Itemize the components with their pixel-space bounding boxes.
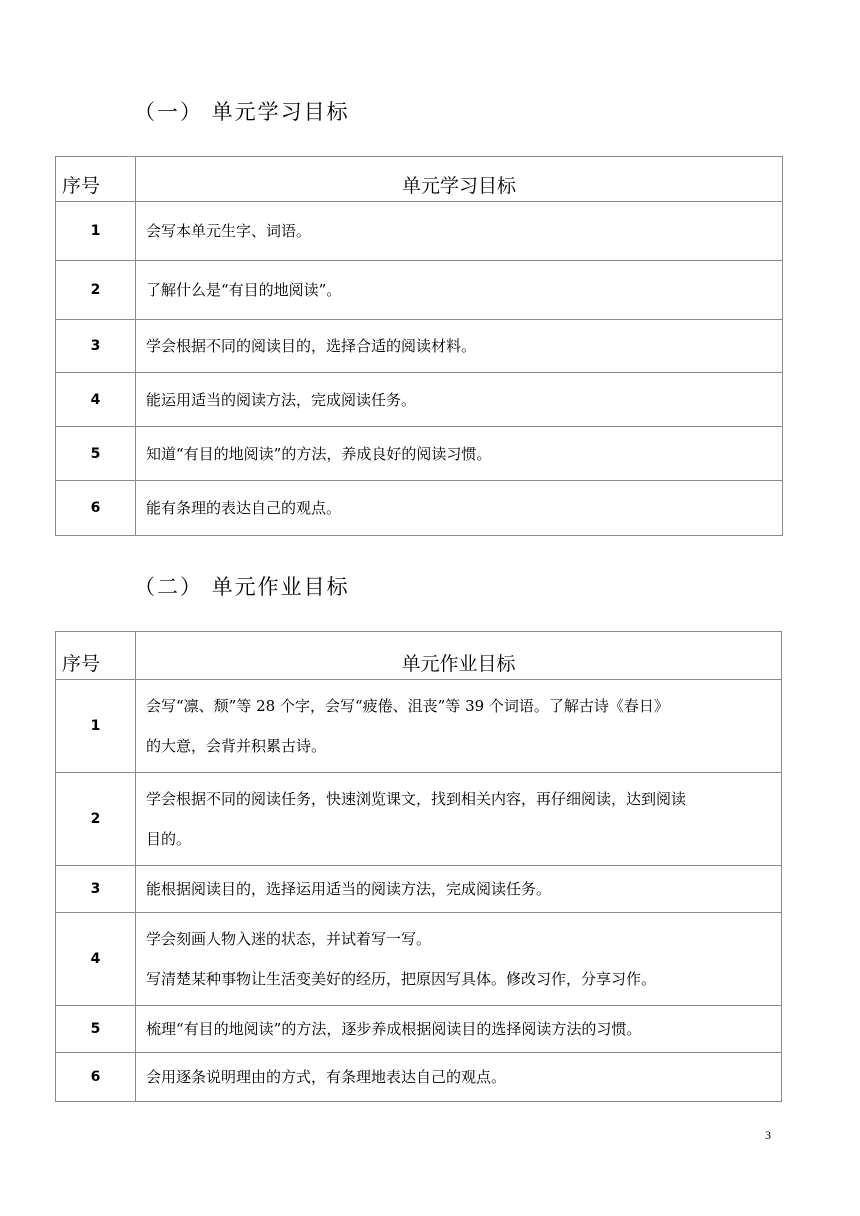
goal-line: 学会刻画人物入迷的状态，并试着写一写。 <box>146 930 432 948</box>
row-number: 3 <box>56 320 136 373</box>
row-number: 2 <box>56 261 136 320</box>
row-goal-text <box>136 680 782 773</box>
col-header-index: 序号 <box>56 157 136 202</box>
goal-line: 梳理“有目的地阅读”的方法，逐步养成根据阅读目的选择阅读方法的习惯。 <box>146 1020 642 1038</box>
goal-line: 目的。 <box>146 830 192 848</box>
goal-line: 能运用适当的阅读方法，完成阅读任务。 <box>146 390 417 409</box>
col-header-goal: 单元作业目标 <box>136 632 782 680</box>
row-goal-text <box>136 373 783 427</box>
row-number: 2 <box>56 773 136 866</box>
table-row <box>56 202 783 261</box>
row-number: 6 <box>56 481 136 536</box>
table-row <box>56 373 783 427</box>
table-row <box>56 866 782 913</box>
page-number: 3 <box>765 1128 771 1142</box>
goal-line: 学会根据不同的阅读目的，选择合适的阅读材料。 <box>146 337 477 355</box>
goal-line: 能有条理的表达自己的观点。 <box>146 499 342 517</box>
row-goal-text <box>136 773 782 866</box>
goal-line: 会写本单元生字、词语。 <box>146 222 312 240</box>
row-goal-text <box>136 913 782 1006</box>
row-goal-text <box>136 481 783 536</box>
goal-line: 学会根据不同的阅读任务，快速浏览课文，找到相关内容，再仔细阅读，达到阅读 <box>146 790 687 808</box>
row-number: 5 <box>56 427 136 481</box>
table-row <box>56 261 783 320</box>
goal-line: 会写“凛、颓”等 28 个字，会写“疲倦、沮丧”等 39 个词语。了解古诗《春日》 <box>146 697 669 715</box>
row-number: 4 <box>56 913 136 1006</box>
table-row <box>56 481 783 536</box>
row-number: 3 <box>56 866 136 913</box>
table-row <box>56 773 782 866</box>
row-goal-text <box>136 1006 782 1053</box>
col-header-goal: 单元学习目标 <box>136 157 783 202</box>
row-goal-text <box>136 202 783 261</box>
row-goal-text <box>136 866 782 913</box>
row-goal-text <box>136 320 783 373</box>
goal-line: 写清楚某种事物让生活变美好的经历，把原因写具体。修改习作，分享习作。 <box>146 970 657 988</box>
row-goal-text <box>136 261 783 320</box>
goal-line: 会用逐条说明理由的方式，有条理地表达自己的观点。 <box>146 1068 507 1086</box>
col-header-index: 序号 <box>56 632 136 680</box>
goal-line: 能根据阅读目的，选择运用适当的阅读方法，完成阅读任务。 <box>146 880 552 898</box>
table-row <box>56 1053 782 1102</box>
section1-heading: （一） 单元学习目标 <box>134 100 350 124</box>
row-goal-text <box>136 1053 782 1102</box>
row-number: 4 <box>56 373 136 427</box>
table-header-row <box>56 157 783 202</box>
homework-goals-table <box>55 631 782 1102</box>
table-row <box>56 680 782 773</box>
table-row <box>56 320 783 373</box>
row-number: 1 <box>56 202 136 261</box>
section2-heading: （二） 单元作业目标 <box>134 575 350 599</box>
table-row <box>56 1006 782 1053</box>
table-header-row <box>56 632 782 680</box>
learning-goals-table <box>55 156 783 536</box>
table-row <box>56 427 783 481</box>
goal-line: 的大意，会背并积累古诗。 <box>146 737 327 755</box>
row-number: 5 <box>56 1006 136 1053</box>
goal-line: 知道“有目的地阅读”的方法，养成良好的阅读习惯。 <box>146 444 492 463</box>
table-row <box>56 913 782 1006</box>
row-number: 1 <box>56 680 136 773</box>
row-goal-text <box>136 427 783 481</box>
goal-line: 了解什么是“有目的地阅读”。 <box>146 281 342 299</box>
row-number: 6 <box>56 1053 136 1102</box>
